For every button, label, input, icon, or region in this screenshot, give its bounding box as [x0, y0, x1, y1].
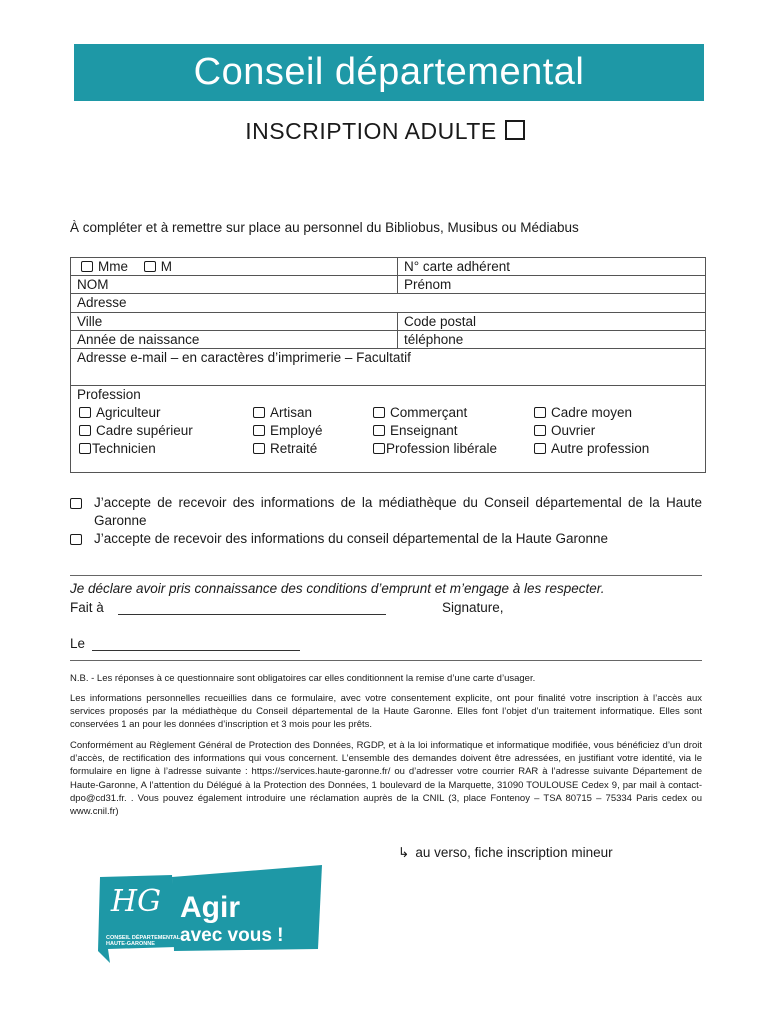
prenom-label: Prénom	[404, 277, 452, 292]
profession-label: Employé	[270, 423, 323, 438]
le-input-line[interactable]	[92, 650, 300, 651]
checkbox-icon	[534, 425, 546, 436]
card-number-label: N° carte adhérent	[404, 259, 510, 274]
civility-cell	[71, 258, 172, 275]
consent-mediatheque-text: J’accepte de recevoir des informations de la médiathèque du Conseil départemental de la Haute Garonne	[94, 495, 702, 528]
consent-conseil-text: J’accepte de recevoir des informations du conseil départemental de la Haute Garonne	[94, 531, 609, 546]
code-postal-label: Code postal	[404, 314, 477, 329]
checkbox-icon	[253, 443, 265, 454]
profession-label: Cadre supérieur	[96, 423, 193, 438]
profession-label: Commerçant	[390, 405, 468, 420]
divider	[70, 660, 702, 661]
form-row-email	[71, 349, 705, 386]
form-row-address	[71, 294, 705, 313]
consent-mediatheque[interactable]	[70, 494, 702, 530]
profession-option[interactable]	[373, 441, 497, 456]
adresse-label: Adresse	[77, 295, 127, 310]
title-text: INSCRIPTION ADULTE	[245, 118, 497, 144]
agir-avec-vous-logo	[96, 863, 324, 963]
profession-label: Ouvrier	[551, 423, 596, 438]
form-row-name	[71, 276, 705, 294]
email-label: Adresse e-mail – en caractères d’imprimerie – Facultatif	[77, 350, 411, 365]
profession-option[interactable]	[534, 423, 595, 438]
rgpd-note: Conformément au Règlement Général de Protection des Données, RGDP, et à la loi informatique et informatique modifiée, vous bénéficiez d’un droit d’accès, de rectification des informations qui vous concernent. L’ensemble des demandes doivent être adressées, en justifiant votre identité, via le formulaire en ligne à l’adresse suivante : https://services.haute-garonne.fr/ ou d’adresser votre courrier RAR à l’adresse suivante Département de Haute-Garonne, A l’attention du Délégué à la Protection des Données, 1 boulevard de la Marquette, 31090 TOULOUSE Cedex 9, par mail à contact-dpo@cd31.fr. . Vous pouvez également introduire une réclamation auprès de la CNIL (3, place Fontenoy – TSA 80715 – 75334 Paris cedex ou www.cnil.fr)	[70, 740, 702, 818]
telephone-field[interactable]	[397, 331, 463, 348]
logo-avec-vous-text: avec vous !	[180, 925, 284, 946]
profession-title: Profession	[77, 387, 141, 402]
checkbox-icon	[79, 443, 91, 454]
logo-conseil-text-1: CONSEIL DÉPARTEMENTAL	[106, 935, 181, 941]
checkbox-icon	[253, 425, 265, 436]
email-field[interactable]	[71, 349, 705, 385]
checkbox-icon	[70, 498, 82, 509]
prenom-field[interactable]	[397, 276, 451, 293]
card-number-field[interactable]	[397, 258, 510, 275]
profession-option[interactable]	[534, 405, 632, 420]
fait-input-line[interactable]	[118, 614, 386, 615]
ville-field[interactable]	[71, 313, 102, 330]
m-label: M	[160, 259, 173, 274]
profession-option[interactable]	[253, 423, 323, 438]
checkbox-icon	[373, 407, 385, 418]
checkbox-icon	[70, 534, 82, 545]
profession-label: Autre profession	[551, 441, 650, 456]
form-row-civility	[71, 258, 705, 276]
profession-label: Retraité	[270, 441, 318, 456]
turn-arrow-icon: ↳	[398, 845, 410, 860]
declaration-text: Je déclare avoir pris connaissance des conditions d’emprunt et m’engage à les respecter.	[70, 581, 605, 596]
banner-title: Conseil départemental	[74, 44, 704, 101]
profession-label: Agriculteur	[96, 405, 161, 420]
adult-checkbox[interactable]	[505, 120, 525, 140]
profession-option[interactable]	[534, 441, 649, 456]
fait-label: Fait à	[70, 600, 104, 615]
form-row-birth	[71, 331, 705, 349]
profession-label: Artisan	[270, 405, 313, 420]
telephone-label: téléphone	[404, 332, 464, 347]
m-checkbox[interactable]	[144, 261, 156, 272]
checkbox-icon	[534, 443, 546, 454]
consent-conseil[interactable]	[70, 530, 702, 548]
logo-agir-text: Agir	[180, 891, 240, 924]
le-label: Le	[70, 636, 86, 651]
profession-label: Profession libérale	[386, 441, 498, 456]
checkbox-icon	[79, 407, 91, 418]
ville-label: Ville	[77, 314, 103, 329]
annee-field[interactable]	[71, 331, 199, 348]
profession-label: Enseignant	[390, 423, 458, 438]
profession-option[interactable]	[373, 405, 467, 420]
profession-option[interactable]	[253, 405, 312, 420]
info-note: Les informations personnelles recueillies dans ce formulaire, avec votre consentement explicite, ont pour finalité votre inscription à l’accès aux services proposés par la médiathèque du Conseil départemental de la Haute Garonne. Elles font l’objet d’un traitement informatique. Elles sont conservées 1 an pour les données d’inscription et 3 mois pour les prêts.	[70, 693, 702, 731]
page-title	[0, 118, 770, 145]
nom-label: NOM	[77, 277, 109, 292]
profession-option[interactable]	[253, 441, 317, 456]
profession-option[interactable]	[373, 423, 458, 438]
profession-option[interactable]	[79, 405, 161, 420]
profession-label: Cadre moyen	[551, 405, 633, 420]
registration-form	[70, 257, 706, 473]
checkbox-icon	[253, 407, 265, 418]
nb-note: N.B. - Les réponses à ce questionnaire sont obligatoires car elles conditionnent la remise d’une carte d’usager.	[70, 673, 536, 684]
checkbox-icon	[534, 407, 546, 418]
nom-field[interactable]	[71, 276, 109, 293]
annee-label: Année de naissance	[77, 332, 200, 347]
verso-text: au verso, fiche inscription mineur	[415, 845, 613, 860]
logo-hg-text: HG	[110, 884, 162, 919]
logo-conseil-text-2: HAUTE-GARONNE	[106, 941, 155, 947]
profession-option[interactable]	[79, 441, 156, 456]
code-postal-field[interactable]	[397, 313, 476, 330]
verso-note	[398, 845, 613, 861]
divider	[70, 575, 702, 576]
checkbox-icon	[79, 425, 91, 436]
signature-label: Signature,	[442, 600, 504, 615]
mme-checkbox[interactable]	[81, 261, 93, 272]
profession-option[interactable]	[79, 423, 193, 438]
checkbox-icon	[373, 443, 385, 454]
intro-text: À compléter et à remettre sur place au personnel du Bibliobus, Musibus ou Médiabus	[70, 220, 579, 235]
adresse-field[interactable]	[71, 294, 705, 312]
mme-label: Mme	[98, 259, 128, 274]
profession-label: Technicien	[92, 441, 156, 456]
checkbox-icon	[373, 425, 385, 436]
form-row-city	[71, 313, 705, 331]
